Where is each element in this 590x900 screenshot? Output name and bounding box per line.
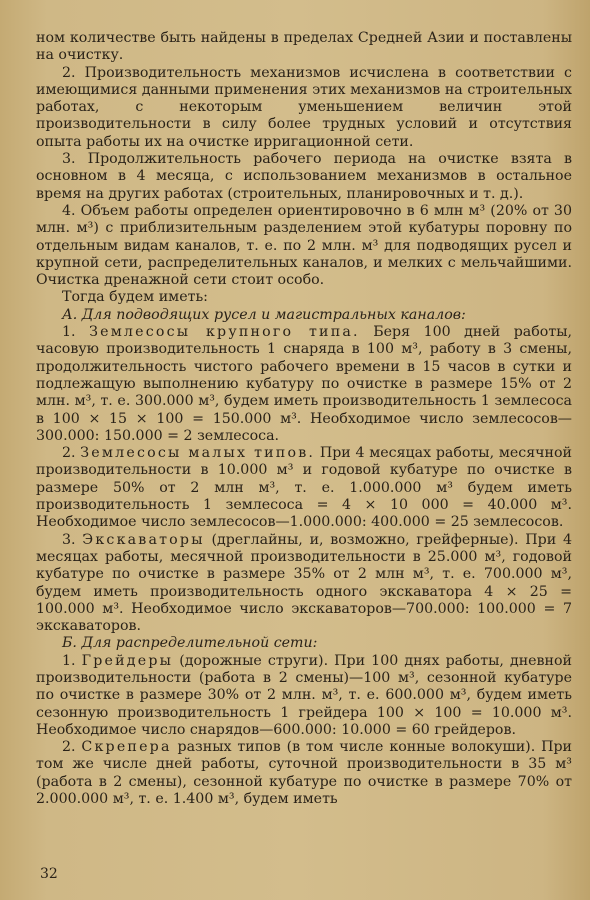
item-text: разных типов (в том числе конные волокуши). При том же числе дней работы, суточной производительности в 35 м³ (работа в 2 смены), сезонной кубатуре по очистке в размере 70% от 2.000.000 м³, т. е. 1.400 м³, будем иметь <box>36 739 572 808</box>
item-text: Беря 100 дней работы, часовую производительность 1 снаряда в 100 м³, работу в 3 смены, продолжительность чистого рабочего времени в 15 часов в сутки и подлежащую выполнению кубатуру по очистке в размере 15% от 2 млн. м³, т. е. 300.000 м³, будем иметь производительность 1 землесоса в 100 × 15 × 100 = 150.000 м³. Необходимое число землесосов—300.000: 150.000 = 2 землесоса. <box>36 324 572 444</box>
item-b1 <box>36 653 572 739</box>
item-text: При 4 месяцах работы, месячной производительности в 10.000 м³ и годовой кубатуре по очистке в размере 50% от 2 млн м³, т. е. 1.000.000 м³ будем иметь производительность 1 землесоса = 4 × 10 000 = 40.000 м³. Необходимое число землесосов—1.000.000: 400.000 = 25 землесосов. <box>36 445 572 531</box>
item-term: Грейдеры <box>81 652 174 669</box>
page-number: 32 <box>40 866 58 882</box>
paragraph-continued: ном количестве быть найдены в пределах Средней Азии и поставлены на очистку. <box>36 30 572 64</box>
paragraph-3: 3. Продолжительность рабочего периода на очистке взята в основном в 4 месяца, с использованием механизмов в остальное время на других работах (строительных, планировочных и т. д.). <box>36 151 572 202</box>
item-number: 1. <box>62 324 76 341</box>
page-text <box>36 30 572 808</box>
item-number: 2. <box>62 739 76 756</box>
item-b2 <box>36 739 572 808</box>
item-term: Скрепера <box>81 739 172 756</box>
item-number: 1. <box>62 652 76 669</box>
paragraph-then: Тогда будем иметь: <box>62 289 208 306</box>
section-heading-a: А. Для подводящих русел и магистральных каналов: <box>62 306 466 323</box>
section-heading-b: Б. Для распределительной сети: <box>62 635 318 652</box>
item-a3 <box>36 532 572 636</box>
item-a1 <box>36 324 572 445</box>
item-number: 2. <box>62 445 76 462</box>
item-number: 3. <box>62 531 76 548</box>
item-text: (дорожные струги). При 100 днях работы, дневной производительности (работа в 2 смены)—100 м³, сезонной кубатуре по очистке в размере 30% от 2 млн. м³, т. е. 600.000 м³, будем иметь сезонную производительность 1 грейдера 100 × 100 = 10.000 м³. Необходимое число снарядов—600.000: 10.000 = 60 грейдеров. <box>36 652 573 738</box>
paragraph-2: 2. Производительность механизмов исчислена в соответствии с имеющимися данными применения этих механизмов на строительных работах, с некоторым уменьшением величин этой производительности в силу более трудных условий и отсутствия опыта работы их на очистке ирригационной сети. <box>36 64 572 150</box>
item-text: (дреглайны, и, возможно, грейферные). При 4 месяцах работы, месячной производительности в 25.000 м³, годовой кубатуре по очистке в размере 35% от 2 млн м³, т. е. 700.000 м³, будем иметь производительность одного экскаватора 4 × 25 = 100.000 м³. Необходимое число экскаваторов—700.000: 100.000 = 7 экскаваторов. <box>36 531 572 635</box>
item-term: Землесосы крупного типа. <box>89 324 360 341</box>
item-term: Землесосы малых типов. <box>80 445 316 462</box>
paragraph-4: 4. Объем работы определен ориентировочно в 6 млн м³ (20% от 30 млн. м³) с приблизительным разделением этой кубатуры поровну по отдельным видам каналов, т. е. по 2 млн. м³ для подводящих русел и крупной сети, распределительных каналов, и мелких с мельчайшими. Очистка дренажной сети стоит особо. <box>36 202 572 289</box>
item-term: Экскаваторы <box>82 531 205 548</box>
item-a2 <box>36 445 572 531</box>
